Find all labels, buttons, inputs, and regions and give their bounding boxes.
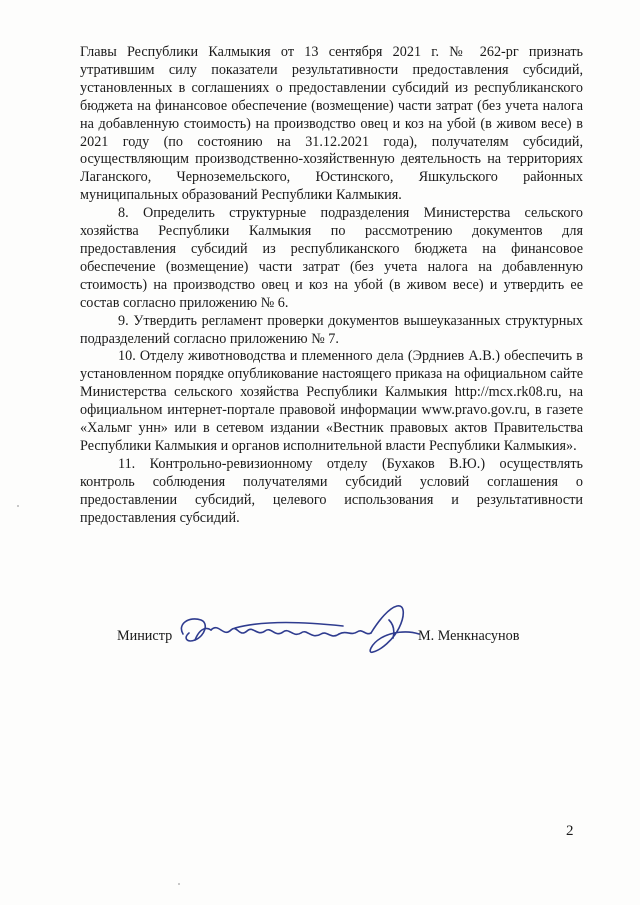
signatory-title: Министр [117, 628, 173, 644]
scan-speck [178, 883, 180, 885]
document-body [80, 44, 583, 527]
paragraph-continuation: Главы Республики Калмыкия от 13 сентября 2021 г. № 262-рг признать утратившим силу показатели результативности предоставления субсидий, установленных в соглашениях о предоставлении субсидий из республиканского бюджета на финансовое обеспечение (возмещение) части затрат (без учета налога на добавленную стоимость) на производство овец и коз на убой (в живом весе) в 2021 году (по состоянию на 31.12.2021 года), получателям субсидий, осуществляющим производственно-хозяйственную деятельность на территориях Лаганского, Черноземельского, Юстинского, Яшкульского районных муниципальных образований Республики Калмыкия. [80, 44, 583, 204]
paragraph-item-10: 10. Отделу животноводства и племенного дела (Эрдниев А.В.) обеспечить в установленном порядке опубликование настоящего приказа на официальном сайте Министерства сельского хозяйства Республики Калмыкия http://mcx.rk08.ru, на официальном интернет-портале правовой информации www.pravo.gov.ru, в газете «Хальмг унн» или в сетевом издании «Вестник правовых актов Правительства Республики Калмыкия и органов исполнительной власти Республики Калмыкия». [80, 348, 583, 454]
signatory-name: М. Менкнасунов [418, 628, 520, 644]
paragraph-item-9: 9. Утвердить регламент проверки документов вышеуказанных структурных подразделений согласно приложению № 7. [80, 312, 583, 347]
paragraph-item-11: 11. Контрольно-ревизионному отделу (Бухаков В.Ю.) осуществлять контроль соблюдения получателями субсидий условий соглашения о предоставлении субсидий, целевого использования и результативности предоставления субсидий. [80, 455, 583, 526]
page-number: 2 [566, 823, 574, 839]
scan-speck [17, 505, 19, 507]
signature-block [117, 600, 557, 660]
handwritten-signature [175, 600, 425, 660]
paragraph-item-8: 8. Определить структурные подразделения Министерства сельского хозяйства Республики Калмыкия по рассмотрению документов для предоставления субсидий из республиканского бюджета на финансовое обеспечение (возмещение) части затрат (без учета налога на добавленную стоимость) на производство овец и коз на убой (в живом весе) и утвердить ее состав согласно приложению № 6. [80, 205, 583, 311]
